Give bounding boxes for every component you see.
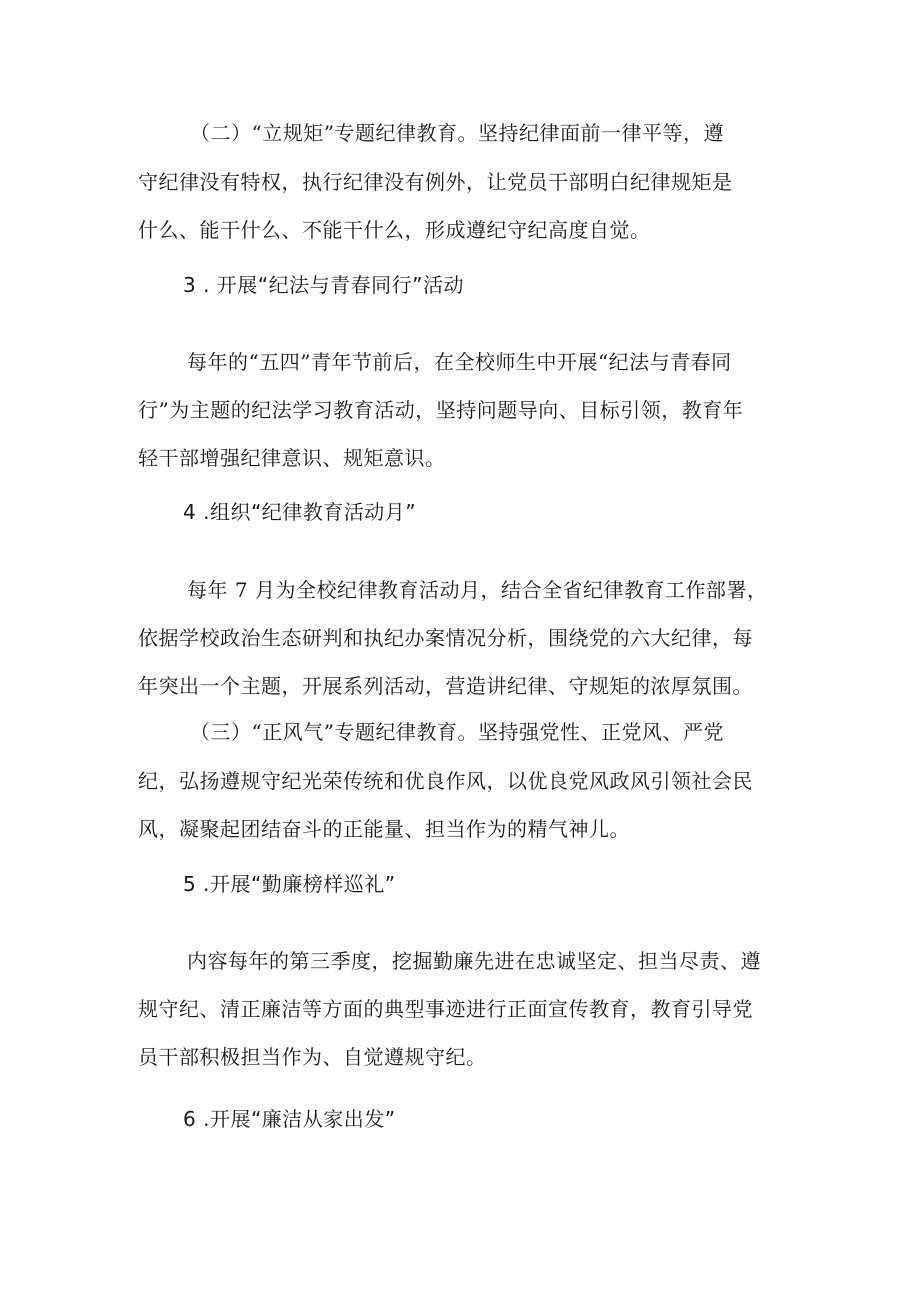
paragraph-line: 规守纪、清正廉洁等方面的典型事迹进行正面宣传教育，教育引导党 <box>138 997 753 1021</box>
paragraph-line: （二）“立规矩”专题纪律教育。坚持纪律面前一律平等，遵 <box>190 121 724 145</box>
paragraph-line: 行”为主题的纪法学习教育活动，坚持问题导向、目标引领，教育年 <box>138 398 744 422</box>
paragraph-line: 轻干部增强纪律意识、规矩意识。 <box>138 446 446 470</box>
section-heading: 5 .开展“勤廉榜样巡礼” <box>183 872 396 896</box>
paragraph-line: 每年的“五四”青年节前后，在全校师生中开展“纪法与青春同 <box>187 350 732 374</box>
section-heading: 4 .组织“纪律教育活动月” <box>183 500 417 524</box>
section-heading: 6 .开展“廉洁从家出发” <box>183 1107 396 1131</box>
paragraph-line: 年突出一个主题，开展系列活动，营造讲纪律、守规矩的浓厚氛围。 <box>138 674 753 698</box>
paragraph-line: （三）“正风气”专题纪律教育。坚持强党性、正党风、严党 <box>190 720 724 744</box>
paragraph-line: 员干部积极担当作为、自觉遵规守纪。 <box>138 1045 487 1069</box>
paragraph-line: 什么、能干什么、不能干什么，形成遵纪守纪高度自觉。 <box>138 218 651 242</box>
paragraph-line: 守纪律没有特权，执行纪律没有例外，让党员干部明白纪律规矩是 <box>138 170 733 194</box>
paragraph-line: 每年 7 月为全校纪律教育活动月，结合全省纪律教育工作部署， <box>187 578 768 602</box>
paragraph-line: 依据学校政治生态研判和执纪办案情况分析，围绕党的六大纪律，每 <box>138 626 753 650</box>
paragraph-line: 内容每年的第三季度，挖掘勤廉先进在忠诚坚定、担当尽责、遵 <box>187 949 761 973</box>
section-heading: 3 . 开展“纪法与青春同行”活动 <box>183 273 465 297</box>
paragraph-line: 风，凝聚起团结奋斗的正能量、担当作为的精气神儿。 <box>138 817 630 841</box>
paragraph-line: 纪，弘扬遵规守纪光荣传统和优良作风，以优良党风政风引领社会民 <box>138 769 753 793</box>
